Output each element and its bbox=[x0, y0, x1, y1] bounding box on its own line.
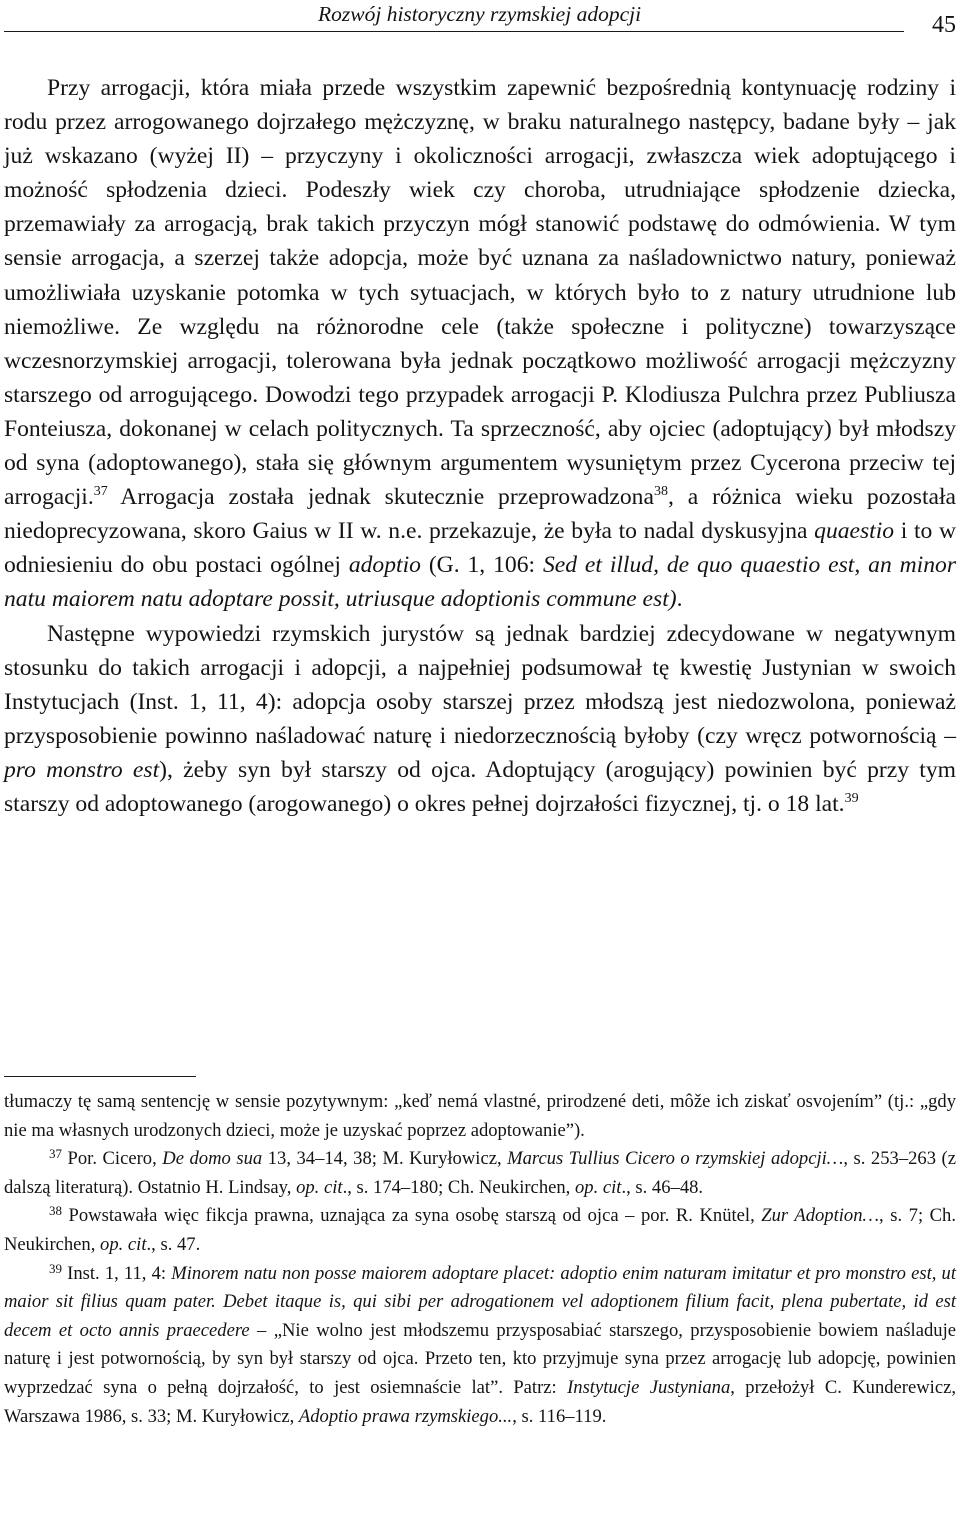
footnote-38-text-2: , s. 7; Ch. Neukirchen, bbox=[4, 1205, 956, 1255]
footnote-37-text-1: Por. Cicero, bbox=[62, 1148, 163, 1170]
paragraph-2-text-1: Następne wypowiedzi rzymskich jurystów są jednak bardziej zdecydowane w negatywnym stosunku do takich arrogacji i adopcji, a najpełniej podsumował tę kwestię Justynian w swoich Instytucjach (Inst. 1, 11, 4): adopcja osoby starszej przez młodszą jest niedozwolona, ponieważ przysposobienie powinno naśladować naturę i niedorzecznością byłoby (czy wręcz potwornością – bbox=[4, 620, 956, 749]
latin-quote: Sed et illud, de quo quaestio est, an minor natu maiorem natu adoptare possit, utriusque adoptionis commune est) bbox=[4, 552, 956, 613]
footnote-38-text-1: Powstawała więc fikcja prawna, uznająca za syna osobę starszą od ojca – por. R. Knütel, bbox=[62, 1205, 762, 1227]
footnote-38-number: 38 bbox=[49, 1203, 62, 1219]
footnote-37-title-1: De domo sua bbox=[162, 1148, 263, 1170]
footnote-38 bbox=[4, 1202, 956, 1259]
footnote-37-title-2: Marcus Tullius Cicero o rzymskiej adopcji… bbox=[507, 1148, 844, 1170]
paragraph-1-text-4: i to w odniesieniu do obu postaci ogólnej bbox=[4, 518, 956, 579]
footnote-continuation: tłumaczy tę samą sentencję w sensie pozytywnym: „keď nemá vlastné, prirodzené deti, môže ich ziskať osvojením” (tj.: „gdy nie ma własnych urodzonych dzieci, może je uzyskać poprzez adoptowanie”). bbox=[4, 1091, 956, 1141]
running-head: Rozwój historyczny rzymskiej adopcji bbox=[318, 2, 642, 26]
footnote-37-number: 37 bbox=[49, 1146, 62, 1162]
page-number: 45 bbox=[932, 12, 956, 38]
footnote-39-text-2: – „Nie wolno jest młodszemu przysposabiać starszego, przysposobienie bowiem naśladuje naturę i jest potwornością, by syn był starszy od ojca. Przeto ten, kto przyjmuje syna przez arrogację lub adopcję, powinien wyprzedzać syna o pełną dojrzałość, to jest osiemnaście lat”. Patrz: bbox=[4, 1319, 956, 1398]
footnote-ref-38: 38 bbox=[653, 484, 668, 500]
footnote-37-text-5: ., s. 46–48. bbox=[621, 1176, 704, 1198]
footnote-37-opcit-1: op. cit bbox=[296, 1176, 343, 1198]
paragraph-1-text-3: , a różnica wieku pozostała niedoprecyzowana, skoro Gaius w II w. n.e. przekazuje, że była to nadal dyskusyjna bbox=[4, 484, 956, 545]
footnote-37 bbox=[4, 1145, 956, 1202]
main-text bbox=[4, 71, 956, 821]
term-pro-monstro-est: pro monstro est bbox=[4, 756, 160, 783]
header-rule bbox=[4, 31, 904, 32]
paragraph-1-text-5: (G. 1, 106: bbox=[420, 552, 543, 579]
paragraph-2 bbox=[4, 617, 956, 822]
footnote-39-text-4: , s. 116–119. bbox=[512, 1405, 607, 1427]
footnote-39-latin: Minorem natu non posse maiorem adoptare placet: adoptio enim naturam imitatur et pro monstro est, ut maior sit filius quam pater. Debet itaque is, qui sibi per adrogationem vel adoptionem filium facit, plena pubertate, id est decem et octo annis praecedere bbox=[4, 1262, 956, 1341]
footnote-ref-39: 39 bbox=[844, 790, 859, 806]
footnote-39-number: 39 bbox=[49, 1260, 62, 1276]
paragraph-1-text-6: . bbox=[676, 586, 683, 613]
footnote-37-text-2: 13, 34–14, 38; M. Kuryłowicz, bbox=[262, 1148, 508, 1170]
footnotes bbox=[4, 1088, 956, 1431]
footnote-ref-37: 37 bbox=[93, 484, 108, 500]
footnote-38-title-1: Zur Adoption… bbox=[761, 1205, 880, 1227]
footnote-39-text-1: Inst. 1, 11, 4: bbox=[62, 1262, 172, 1284]
paragraph-1 bbox=[4, 71, 956, 617]
footnote-39-text-3: , przełożył C. Kunderewicz, Warszawa 1986, s. 33; M. Kuryłowicz, bbox=[4, 1376, 956, 1427]
paragraph-1-text-1: Przy arrogacji, która miała przede wszystkim zapewnić bezpośrednią kontynuację rodziny i rodu przez arrogowanego dojrzałego mężczyznę, w braku naturalnego następcy, badane były – jak już wskazano (wyżej II) – przyczyny i okoliczności arrogacji, zwłaszcza wiek adoptującego i możność spłodzenia dzieci. Podeszły wiek czy choroba, utrudniające spłodzenie dziecka, przemawiały za arrogacją, brak takich przyczyn mógł stanowić podstawę do odmówienia. W tym sensie arrogacja, a szerzej także adopcja, może być uznana za naśladownictwo natury, ponieważ umożliwiała uzyskanie potomka w tych sytuacjach, w których było to z natury utrudnione lub niemożliwe. Ze względu na różnorodne cele (także społeczne i polityczne) towarzyszące wczesnorzymskiej arrogacji, tolerowana była jednak początkowo możliwość arrogacji mężczyzny starszego od arrogującego. Dowodzi tego przypadek arrogacji P. Klodiusza Pulchra przez Publiusza Fonteiusza, dokonanej w celach politycznych. Ta sprzeczność, aby ojciec (adoptujący) był młodszy od syna (adoptowanego), stała się głównym argumentem wysuniętym przez Cycerona przeciw tej arrogacji. bbox=[4, 75, 956, 511]
term-adoptio: adoptio bbox=[348, 552, 421, 579]
footnote-separator bbox=[4, 1076, 196, 1077]
footnote-39-title-2: Adoptio prawa rzymskiego... bbox=[298, 1405, 513, 1427]
footnote-39 bbox=[4, 1260, 956, 1432]
paragraph-2-text-2: ), żeby syn był starszy od ojca. Adoptujący (arogujący) powinien być przy tym starszy od adoptowanego (arogowanego) o okres pełnej dojrzałości fizycznej, tj. o 18 lat. bbox=[4, 756, 956, 817]
term-quaestio: quaestio bbox=[814, 518, 895, 545]
footnote-37-text-4: ., s. 174–180; Ch. Neukirchen, bbox=[342, 1176, 575, 1198]
page-header bbox=[0, 0, 960, 44]
footnote-38-opcit: op. cit bbox=[100, 1233, 147, 1255]
footnote-38-text-3: ., s. 47. bbox=[146, 1233, 201, 1255]
footnote-37-text-3: , s. 253–263 (z dalszą literaturą). Ostatnio H. Lindsay, bbox=[4, 1148, 956, 1198]
footnote-39-title-1: Instytucje Justyniana bbox=[567, 1376, 731, 1398]
paragraph-1-text-2: Arrogacja została jednak skutecznie przeprowadzona bbox=[107, 484, 654, 511]
footnote-37-opcit-2: op. cit bbox=[574, 1176, 622, 1198]
